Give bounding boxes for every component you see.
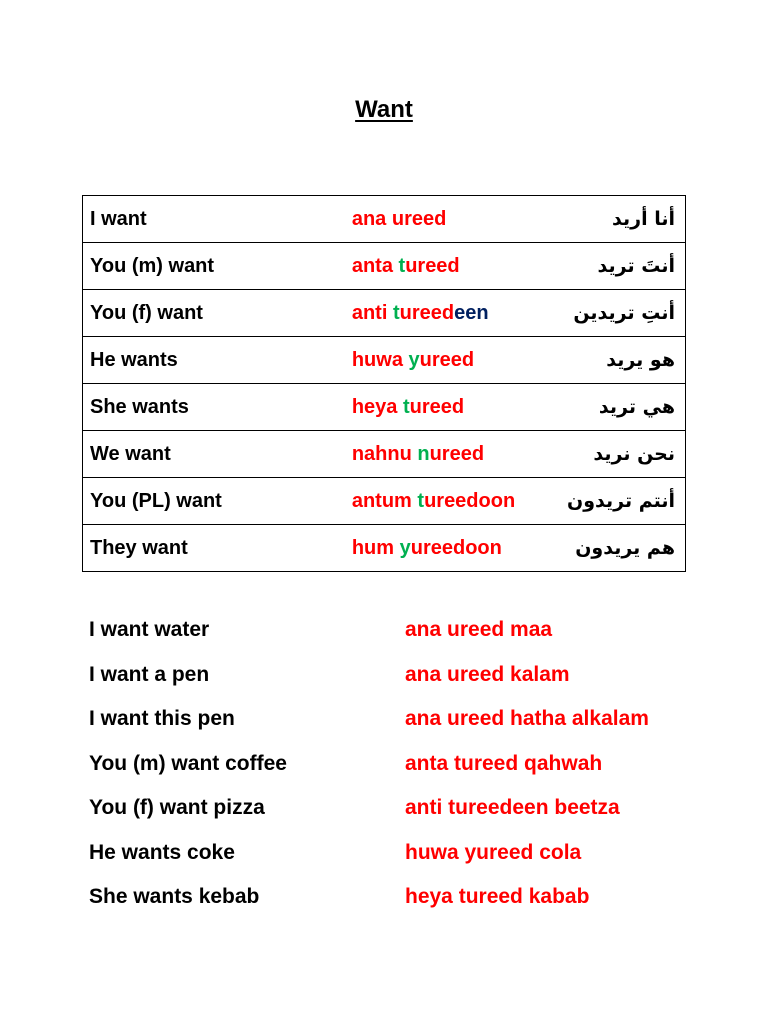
table-row bbox=[83, 431, 686, 478]
example-row bbox=[89, 841, 709, 886]
transliteration-segment: ureed bbox=[399, 301, 455, 324]
transliteration bbox=[344, 243, 567, 290]
example-english: I want this pen bbox=[89, 707, 235, 730]
english-phrase: They want bbox=[83, 525, 344, 572]
transliteration-segment: hum bbox=[351, 536, 400, 559]
english-phrase: We want bbox=[83, 431, 344, 478]
english-phrase: You (m) want bbox=[83, 243, 344, 290]
english-phrase: She wants bbox=[83, 384, 344, 431]
arabic-phrase: أنتِ تريدين bbox=[567, 290, 686, 337]
arabic-phrase: هم يريدون bbox=[567, 525, 686, 572]
transliteration bbox=[344, 196, 567, 243]
table-row bbox=[83, 290, 686, 337]
arabic-phrase: أنتم تريدون bbox=[567, 478, 686, 525]
english-phrase: You (f) want bbox=[83, 290, 344, 337]
transliteration-segment: ureedoon bbox=[424, 489, 516, 512]
transliteration bbox=[344, 478, 567, 525]
transliteration bbox=[344, 384, 567, 431]
example-sentences bbox=[89, 618, 709, 930]
transliteration-segment: anta bbox=[351, 254, 399, 277]
example-row bbox=[89, 707, 709, 752]
example-transliteration: heya tureed kabab bbox=[405, 885, 590, 908]
example-english: You (m) want coffee bbox=[89, 751, 287, 775]
example-row bbox=[89, 663, 709, 708]
example-transliteration: ana ureed maa bbox=[405, 618, 553, 641]
english-phrase: I want bbox=[83, 196, 344, 243]
transliteration bbox=[344, 337, 567, 384]
transliteration-segment: heya bbox=[351, 395, 403, 418]
example-row bbox=[89, 618, 709, 663]
table-row bbox=[83, 478, 686, 525]
table-row bbox=[83, 243, 686, 290]
arabic-phrase: نحن نريد bbox=[567, 431, 686, 478]
transliteration-segment: ureed bbox=[419, 348, 475, 371]
arabic-phrase: هو يريد bbox=[567, 337, 686, 384]
transliteration-segment: t bbox=[392, 301, 400, 324]
transliteration-segment: ureed bbox=[409, 395, 465, 418]
example-transliteration: ana ureed hatha alkalam bbox=[405, 707, 649, 730]
transliteration-segment: ureed bbox=[405, 254, 460, 277]
example-english: I want a pen bbox=[89, 662, 210, 686]
example-english: He wants coke bbox=[89, 840, 235, 864]
example-english: She wants kebab bbox=[89, 885, 260, 908]
transliteration-segment: anti bbox=[351, 301, 393, 324]
arabic-phrase: أنتَ تريد bbox=[567, 243, 686, 290]
example-english: You (f) want pizza bbox=[89, 796, 265, 819]
transliteration-segment: t bbox=[417, 489, 425, 512]
example-transliteration: anta tureed qahwah bbox=[405, 751, 603, 775]
transliteration-segment: nahnu bbox=[351, 442, 418, 465]
arabic-phrase: أنا أريد bbox=[567, 196, 686, 243]
transliteration-segment: y bbox=[408, 348, 420, 371]
example-english: I want water bbox=[89, 618, 210, 641]
english-phrase: He wants bbox=[83, 337, 344, 384]
arabic-phrase: هي تريد bbox=[567, 384, 686, 431]
page-title: Want bbox=[355, 96, 413, 123]
transliteration-segment: ana ureed bbox=[351, 207, 447, 230]
table-row bbox=[83, 384, 686, 431]
english-phrase: You (PL) want bbox=[83, 478, 344, 525]
transliteration-segment: n bbox=[417, 442, 430, 465]
transliteration bbox=[344, 290, 567, 337]
example-row bbox=[89, 752, 709, 797]
transliteration-segment: ureedoon bbox=[410, 536, 502, 559]
example-transliteration: anti tureedeen beetza bbox=[405, 796, 620, 819]
transliteration bbox=[344, 525, 567, 572]
transliteration-segment: huwa bbox=[351, 348, 409, 371]
example-row bbox=[89, 796, 709, 841]
transliteration-segment: een bbox=[454, 301, 489, 324]
transliteration-segment: antum bbox=[351, 489, 418, 512]
table-row bbox=[83, 196, 686, 243]
table-row bbox=[83, 525, 686, 572]
example-row bbox=[89, 885, 709, 930]
transliteration bbox=[344, 431, 567, 478]
example-transliteration: huwa yureed cola bbox=[405, 840, 582, 864]
transliteration-segment: t bbox=[398, 254, 406, 277]
example-transliteration: ana ureed kalam bbox=[405, 662, 570, 686]
transliteration-segment: ureed bbox=[429, 442, 485, 465]
conjugation-table bbox=[82, 195, 686, 572]
table-row bbox=[83, 337, 686, 384]
transliteration-segment: t bbox=[402, 395, 410, 418]
transliteration-segment: y bbox=[399, 536, 411, 559]
